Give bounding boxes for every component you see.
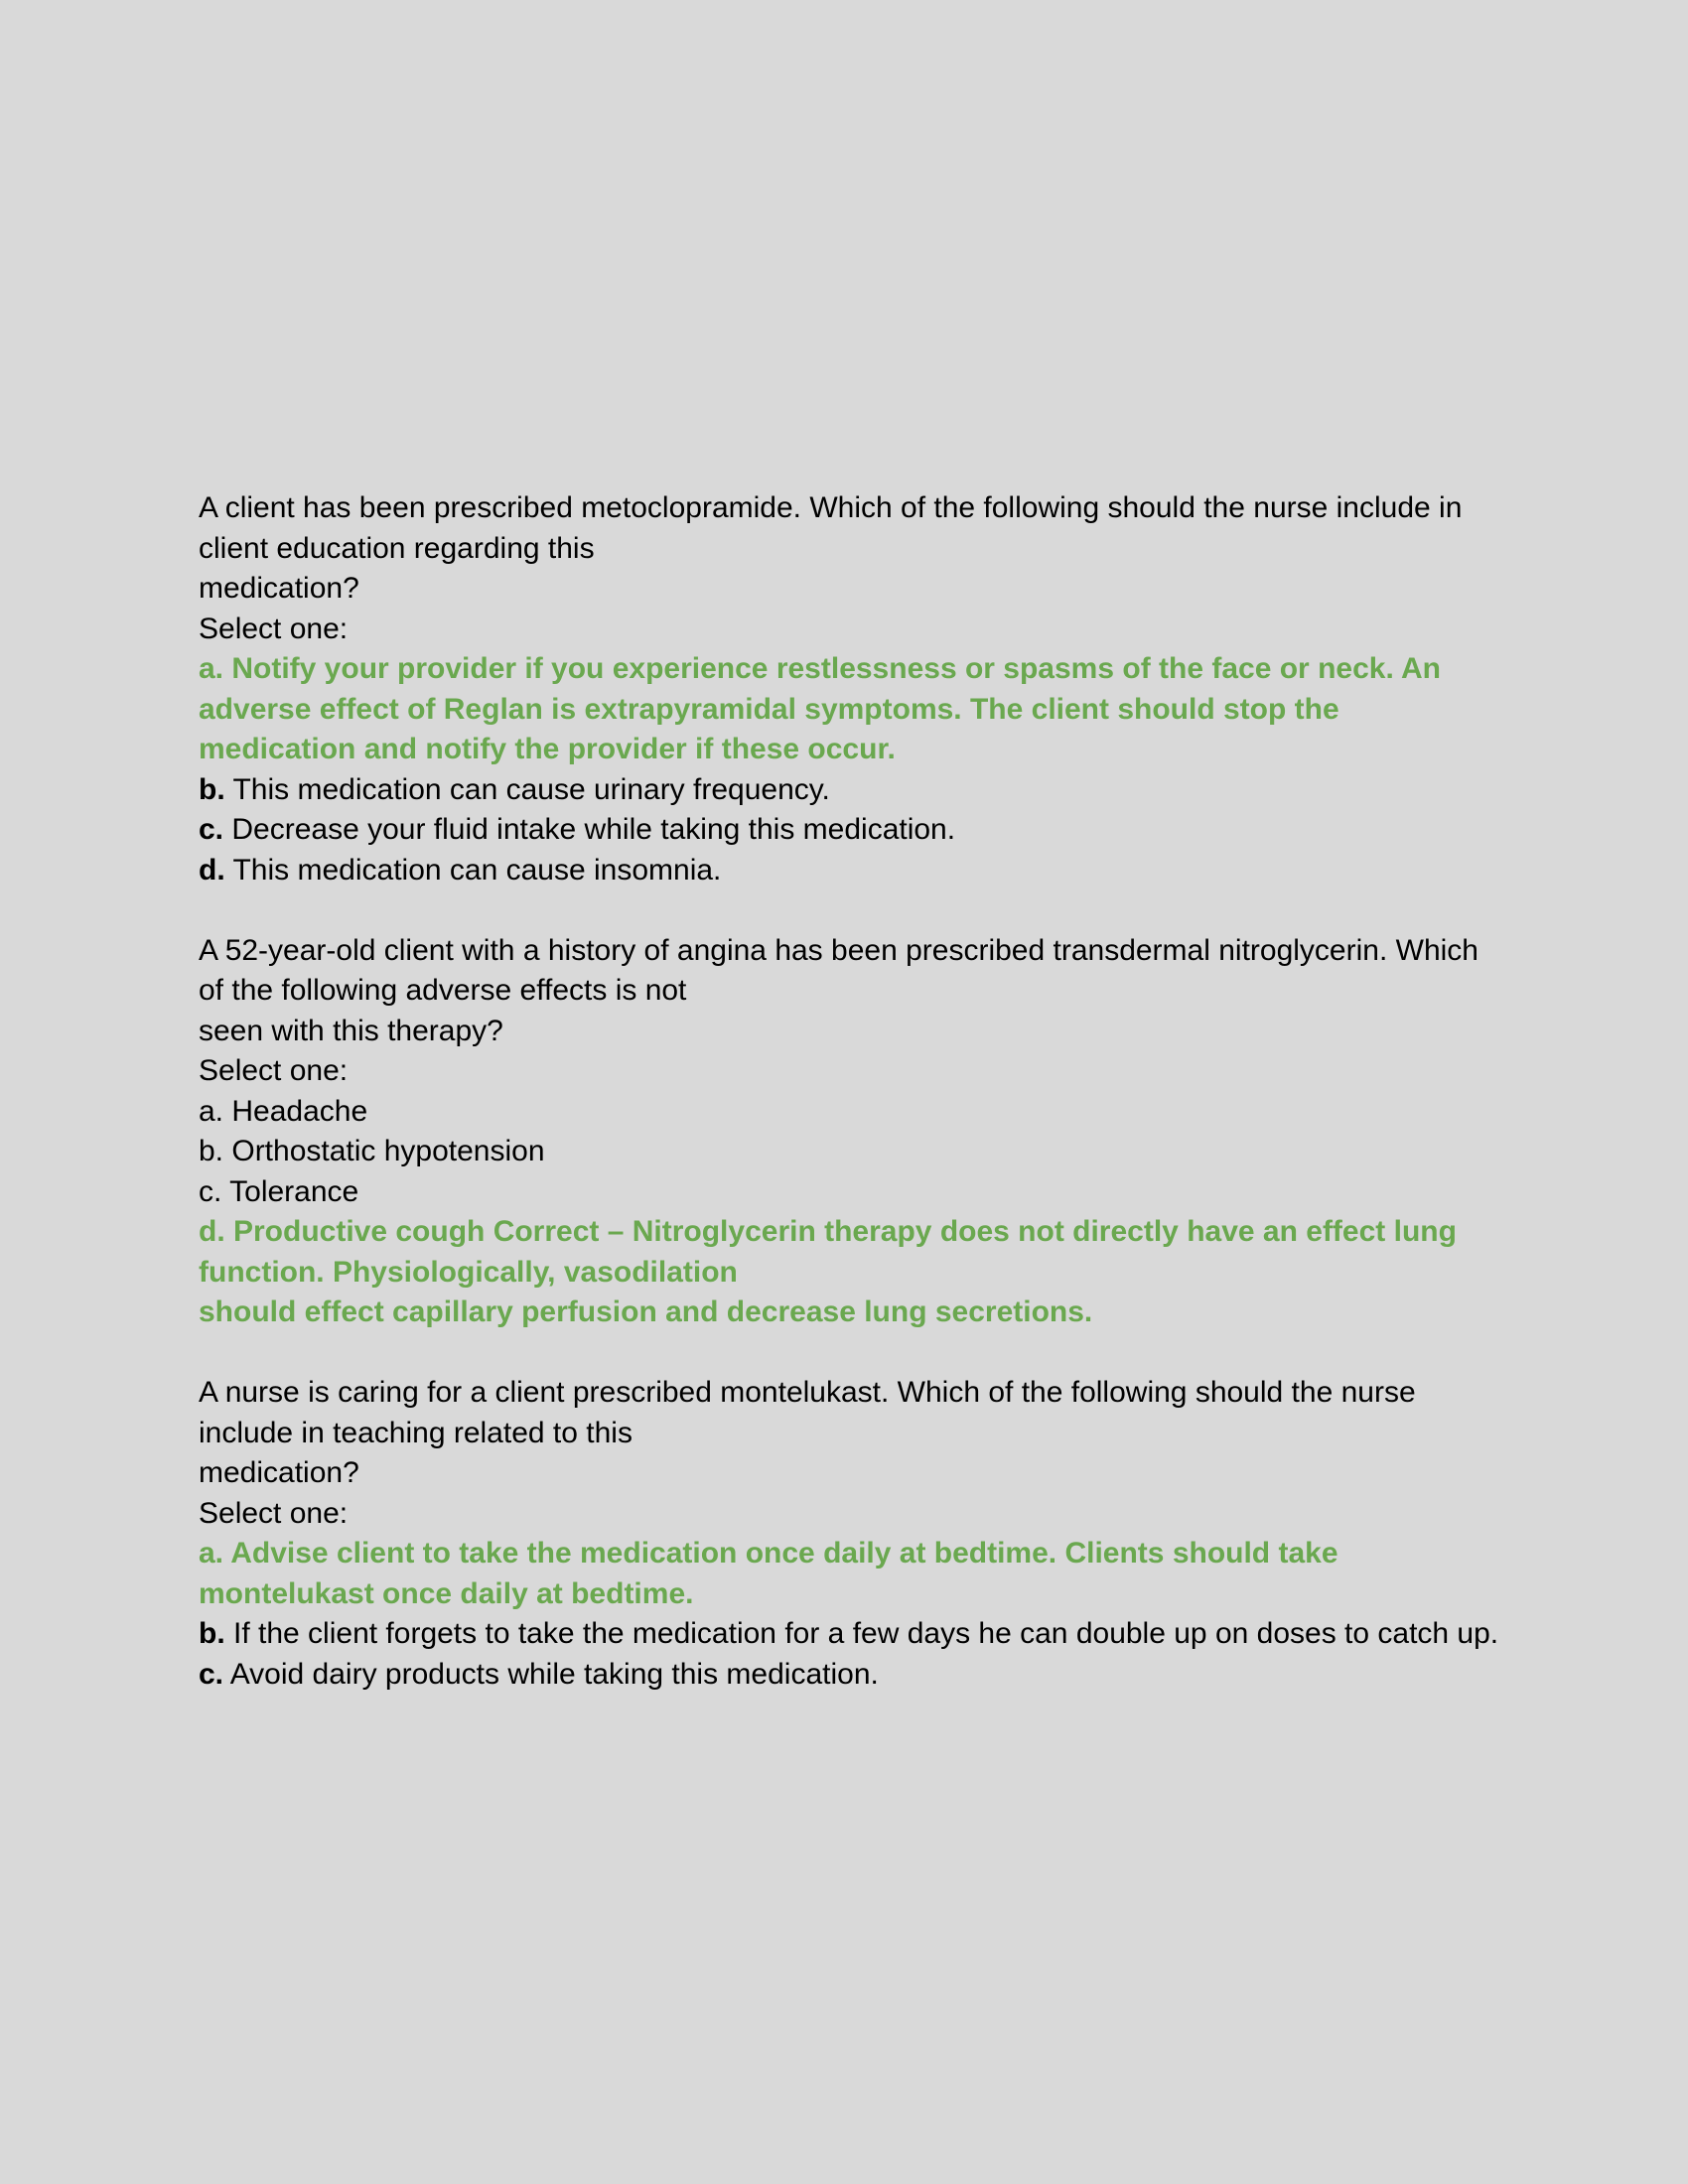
question-2-option-a: a. Headache — [199, 1094, 368, 1128]
question-3-stem-line-2: medication? — [199, 1456, 359, 1489]
document-body — [199, 488, 1499, 1695]
option-text: Avoid dairy products while taking this medication. — [229, 1657, 879, 1691]
question-1 — [199, 488, 1499, 890]
question-2-stem-line-1: A 52-year-old client with a history of angina has been prescribed transdermal nitroglycerin. Which of the following adverse effects is not — [199, 933, 1478, 1007]
question-3 — [199, 1373, 1499, 1695]
question-3-select-label: Select one: — [199, 1496, 349, 1530]
option-letter: c. — [199, 1657, 224, 1691]
question-2-option-b: b. Orthostatic hypotension — [199, 1135, 545, 1167]
question-2-select-label: Select one: — [199, 1054, 349, 1087]
option-letter: d. — [199, 853, 225, 887]
question-1-option-b — [199, 770, 1499, 811]
option-text: This medication can cause urinary frequency. — [232, 772, 830, 806]
question-3-stem-line-1: A nurse is caring for a client prescribed montelukast. Which of the following should the nurse include in teaching related to this — [199, 1376, 1416, 1449]
option-text: If the client forgets to take the medication for a few days he can double up on doses to catch up. — [233, 1617, 1499, 1650]
question-2-correct-answer-line-2: should effect capillary perfusion and decrease lung secretions. — [199, 1296, 1093, 1328]
question-3-correct-answer: a. Advise client to take the medication once daily at bedtime. Clients should take montelukast once daily at bedtime. — [199, 1537, 1338, 1610]
question-1-select-label: Select one: — [199, 612, 349, 645]
question-1-stem-line-1: A client has been prescribed metoclopramide. Which of the following should the nurse include in client education regarding this — [199, 491, 1463, 565]
question-1-stem-line-2: medication? — [199, 572, 359, 605]
question-2-stem-line-2: seen with this therapy? — [199, 1014, 503, 1047]
question-3-option-b — [199, 1614, 1499, 1655]
question-1-option-d — [199, 851, 1499, 891]
question-3-option-c — [199, 1655, 1499, 1696]
option-letter: c. — [199, 813, 224, 846]
option-letter: b. — [199, 772, 225, 806]
question-2-correct-answer-line-1: d. Productive cough Correct – Nitroglycerin therapy does not directly have an effect lung function. Physiologically, vasodilation — [199, 1215, 1457, 1289]
question-2-option-c: c. Tolerance — [199, 1174, 359, 1208]
question-1-option-c — [199, 810, 1499, 851]
question-1-correct-answer: a. Notify your provider if you experience restlessness or spasms of the face or neck. An adverse effect of Reglan is extrapyramidal symptoms. The client should stop the medication and notify the provider if these occur. — [199, 652, 1441, 765]
option-text: Decrease your fluid intake while taking this medication. — [231, 813, 956, 846]
option-text: This medication can cause insomnia. — [232, 853, 722, 887]
question-2 — [199, 931, 1499, 1333]
option-letter: b. — [199, 1617, 225, 1650]
